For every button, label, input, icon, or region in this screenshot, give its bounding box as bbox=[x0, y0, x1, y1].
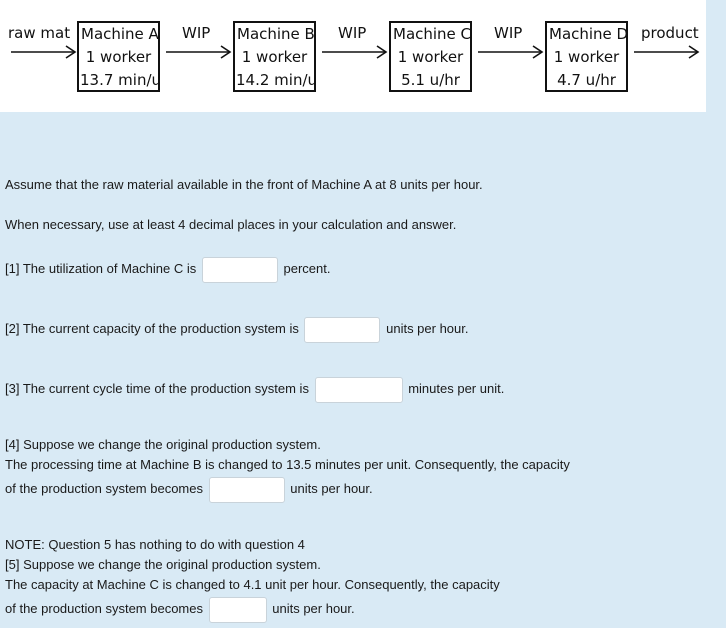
machine-rate: 5.1 u/hr bbox=[401, 71, 460, 89]
answer-1-input[interactable] bbox=[202, 257, 278, 283]
question-text: [1] The utilization of Machine C is bbox=[5, 261, 197, 276]
machine-workers: 1 worker bbox=[553, 48, 620, 66]
unit-text: percent. bbox=[283, 261, 331, 276]
machine-b-box bbox=[233, 21, 316, 92]
machine-rate: 4.7 u/hr bbox=[557, 71, 616, 89]
machine-rate: 14.2 min/u bbox=[236, 71, 318, 89]
answer-5-input[interactable] bbox=[209, 597, 267, 623]
question-3 bbox=[5, 376, 504, 403]
arrow-icon bbox=[322, 45, 388, 59]
machine-name: Machine D bbox=[549, 25, 629, 43]
question-text: [3] The current cycle time of the production system is bbox=[5, 381, 309, 396]
question-5-note: NOTE: Question 5 has nothing to do with question 4 bbox=[5, 537, 305, 552]
answer-4-input[interactable] bbox=[209, 477, 285, 503]
answer-2-input[interactable] bbox=[304, 317, 380, 343]
question-5 bbox=[5, 596, 355, 623]
question-4 bbox=[5, 476, 373, 503]
unit-text: units per hour. bbox=[272, 601, 355, 616]
machine-a-box bbox=[77, 21, 160, 92]
precision-note: When necessary, use at least 4 decimal places in your calculation and answer. bbox=[5, 217, 457, 232]
question-2 bbox=[5, 316, 469, 343]
question-1 bbox=[5, 256, 330, 283]
machine-name: Machine B bbox=[237, 25, 315, 43]
machine-workers: 1 worker bbox=[85, 48, 152, 66]
wip-label: WIP bbox=[494, 24, 523, 42]
arrow-icon bbox=[11, 45, 77, 59]
wip-label: WIP bbox=[182, 24, 211, 42]
unit-text: minutes per unit. bbox=[408, 381, 505, 396]
unit-text: units per hour. bbox=[290, 481, 373, 496]
question-text: of the production system becomes bbox=[5, 481, 203, 496]
question-5-line-2: The capacity at Machine C is changed to 4.1 unit per hour. Consequently, the capacity bbox=[5, 577, 500, 592]
wip-label: WIP bbox=[338, 24, 367, 42]
question-4-line-1: [4] Suppose we change the original production system. bbox=[5, 437, 321, 452]
unit-text: units per hour. bbox=[386, 321, 469, 336]
question-text: of the production system becomes bbox=[5, 601, 203, 616]
answer-3-input[interactable] bbox=[315, 377, 403, 403]
machine-rate: 13.7 min/u bbox=[80, 71, 162, 89]
arrow-icon bbox=[634, 45, 700, 59]
question-text: [2] The current capacity of the production system is bbox=[5, 321, 299, 336]
machine-name: Machine A bbox=[81, 25, 159, 43]
process-flow-diagram bbox=[0, 0, 706, 112]
assumption-text: Assume that the raw material available in the front of Machine A at 8 units per hour. bbox=[5, 177, 483, 192]
arrow-icon bbox=[166, 45, 232, 59]
arrow-icon bbox=[478, 45, 544, 59]
machine-name: Machine C bbox=[393, 25, 472, 43]
machine-d-box bbox=[545, 21, 628, 92]
machine-workers: 1 worker bbox=[241, 48, 308, 66]
machine-c-box bbox=[389, 21, 472, 92]
machine-workers: 1 worker bbox=[397, 48, 464, 66]
product-label: product bbox=[641, 24, 699, 42]
question-5-line-1: [5] Suppose we change the original production system. bbox=[5, 557, 321, 572]
question-4-line-2: The processing time at Machine B is changed to 13.5 minutes per unit. Consequently, the capacity bbox=[5, 457, 570, 472]
raw-material-label: raw mat bbox=[8, 24, 71, 42]
